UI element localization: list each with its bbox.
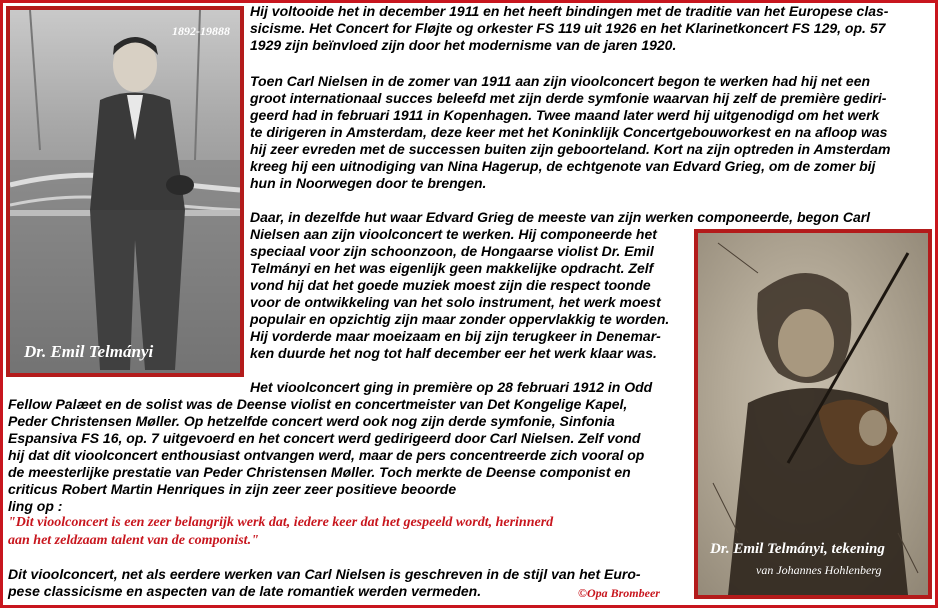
paragraph-4	[8, 396, 644, 515]
text-line: criticus Robert Martin Henriques in zijn zeer zeer positieve beoorde	[8, 481, 457, 497]
text-line: Daar, in dezelfde hut waar Edvard Grieg de meeste van zijn werken componeerde, begon Carl	[250, 209, 871, 225]
text-line: voor de ontwikkeling van het solo instrument, het werk moest	[250, 294, 661, 310]
photo-years: 1892-19888	[172, 24, 230, 38]
drawing-caption: Dr. Emil Telmányi, tekening	[710, 541, 885, 557]
photo-caption: Dr. Emil Telmányi	[24, 342, 154, 361]
copyright-mark: ©Opa Brombeer	[578, 586, 660, 600]
text-line: Fellow Palæet en de solist was de Deense violist en concertmeister van Det Kongelige Kapel,	[8, 396, 628, 412]
text-line: 1929 zijn beïnvloed zijn door het modernisme van de jaren 1920.	[250, 37, 677, 53]
text-line: ken duurde het nog tot half december eer het werk klaar was.	[250, 345, 657, 361]
text-line: Espansiva FS 16, op. 7 uitgevoerd en het concert werd gedirigeerd door Carl Nielsen. Zelf vond	[8, 430, 641, 446]
text-line: hun in Noorwegen door te brengen.	[250, 175, 487, 191]
text-line: Dit vioolconcert, net als eerdere werken van Carl Nielsen is geschreven in de stijl van het Euro-	[8, 566, 641, 582]
critic-quote	[8, 514, 553, 550]
man-figure-illustration	[10, 10, 240, 373]
text-line: speciaal voor zijn schoonzoon, de Hongaarse violist Dr. Emil	[250, 243, 654, 259]
text-line: groot internationaal succes beleefd met zijn derde symfonie waarvan hij zelf de première gediri-	[250, 90, 887, 106]
paragraph-3	[250, 209, 870, 362]
text-line: Toen Carl Nielsen in de zomer van 1911 aan zijn vioolconcert begon te werken had hij net een	[250, 73, 871, 89]
text-line: hij dat dit vioolconcert enthousiast ontvangen werd, maar de pers concentreerde zich vooral op	[8, 447, 645, 463]
text-line: pese classicisme en aspecten van de late romantiek werden vermeden.	[8, 583, 482, 599]
text-line: geerd had in februari 1911 in Kopenhagen. Twee maand later werd hij uitgenodigd om het werk	[250, 107, 880, 123]
text-line: Nielsen aan zijn vioolconcert te werken. Hij componeerde het	[250, 226, 657, 242]
text-line: vond hij dat het goede muziek moest zijn die respect toonde	[250, 277, 651, 293]
paragraph-2	[250, 73, 891, 192]
text-line: Telmányi en het was eigenlijk geen makkelijke opdracht. Zelf	[250, 260, 654, 276]
text-line: Peder Christensen Møller. Op hetzelfde concert werd ook nog zijn derde symfonie, Sinfonia	[8, 413, 615, 429]
text-line: populair en opzichtig zijn maar zonder oppervlakkig te worden.	[250, 311, 670, 327]
text-line: ling op :	[8, 498, 63, 514]
paragraph-1	[250, 3, 888, 54]
photo-emil-telmanyi	[6, 6, 244, 377]
paragraph-4-start	[250, 379, 652, 396]
text-line: kreeg hij een uitnodiging van Nina Hagerup, de echtgenote van Edvard Grieg, om de zomer bij	[250, 158, 876, 174]
quote-line: aan het zeldzaam talent van de componist."	[8, 533, 259, 548]
text-line: Hij vorderde maar moeizaam en bij zijn terugkeer in Denemar-	[250, 328, 661, 344]
text-line: Hij voltooide het in december 1911 en het heeft bindingen met de traditie van het Europese clas-	[250, 3, 889, 19]
text-line: de meesterlijke prestatie van Peder Christensen Møller. Toch merkte de Deense componist en	[8, 464, 631, 480]
paragraph-5	[8, 566, 641, 600]
text-line: hij zeer evreden met de successen buiten zijn geboorteland. Kort na zijn optreden in Amsterdam	[250, 141, 891, 157]
drawing-credit: van Johannes Hohlenberg	[756, 563, 882, 577]
quote-line: "Dit vioolconcert is een zeer belangrijk werk dat, iedere keer dat het gespeeld wordt, herinnerd	[8, 515, 554, 530]
text-line: sicisme. Het Concert for Fløjte og orkester FS 119 uit 1926 en het Klarinetkoncert FS 129, op. 57	[250, 20, 886, 36]
text-line: te dirigeren in Amsterdam, deze keer met het Koninklijk Concertgebouworkest en na afloop was	[250, 124, 888, 140]
text-line: Het vioolconcert ging in première op 28 februari 1912 in Odd	[250, 379, 653, 395]
